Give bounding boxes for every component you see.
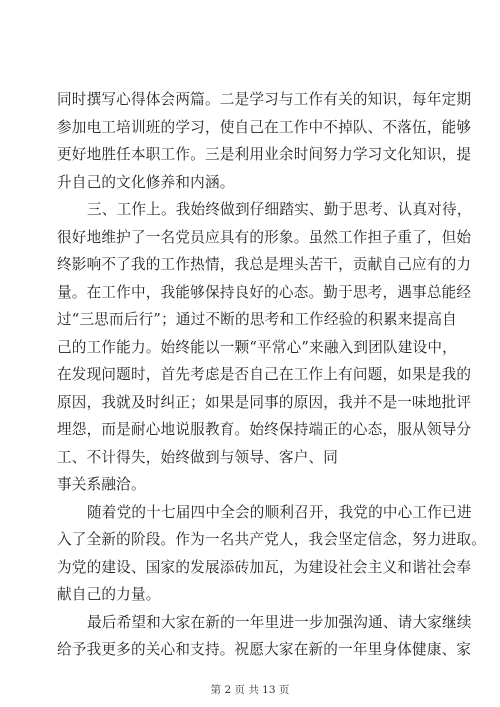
text-line-17: 入了全新的阶段。作为一名共产党人，我会坚定信念，努力进取。 xyxy=(57,531,487,548)
text-line-9: 过“三思而后行”；通过不断的思考和工作经验的积累来提高自 xyxy=(57,311,457,328)
text-line-14: 工、不计得失，始终做到与领导、客户、同 xyxy=(57,449,339,466)
page-footer: 第 2 页 共 13 页 xyxy=(210,684,290,696)
text-line-21: 给予我更多的关心和支持。祝愿大家在新的一年里身体健康、家 xyxy=(57,641,472,658)
text-line-8: 量。在工作中，我能够保持良好的心态。勤于思考，遇事总能经 xyxy=(57,284,472,301)
text-line-4: 升自己的文化修养和内涵。 xyxy=(57,174,235,191)
text-line-18: 为党的建设、国家的发展添砖加瓦，为建设社会主义和谐社会奉 xyxy=(57,559,472,576)
text-line-16: 随着党的十七届四中全会的顺利召开，我党的中心工作已进 xyxy=(87,504,472,521)
text-line-3: 更好地胜任本职工作。三是利用业余时间努力学习文化知识，提 xyxy=(57,146,472,163)
text-line-10: 己的工作能力。始终能以一颗“平常心”来融入到团队建设中， xyxy=(57,339,457,356)
text-line-13: 埋怨，而是耐心地说服教育。始终保持端正的心态，服从领导分 xyxy=(57,421,472,438)
text-line-20: 最后希望和大家在新的一年里进一步加强沟通、请大家继续 xyxy=(87,614,472,631)
text-line-6: 很好地维护了一名党员应具有的形象。虽然工作担子重了，但始 xyxy=(57,229,472,246)
text-line-15: 事关系融洽。 xyxy=(57,476,146,493)
text-line-19: 献自己的力量。 xyxy=(57,586,161,603)
text-line-11: 在发现问题时，首先考虑是否自己在工作上有问题，如果是我的 xyxy=(57,366,472,383)
text-line-2: 参加电工培训班的学习，使自己在工作中不掉队、不落伍，能够 xyxy=(57,119,472,136)
text-line-12: 原因，我就及时纠正；如果是同事的原因，我并不是一味地批评 xyxy=(57,394,472,411)
text-line-1: 同时撰写心得体会两篇。二是学习与工作有关的知识，每年定期 xyxy=(57,91,472,108)
text-line-7: 终影响不了我的工作热情，我总是埋头苦干，贡献自己应有的力 xyxy=(57,256,472,273)
text-line-5: 三、工作上。我始终做到仔细踏实、勤于思考、认真对待， xyxy=(87,201,472,218)
